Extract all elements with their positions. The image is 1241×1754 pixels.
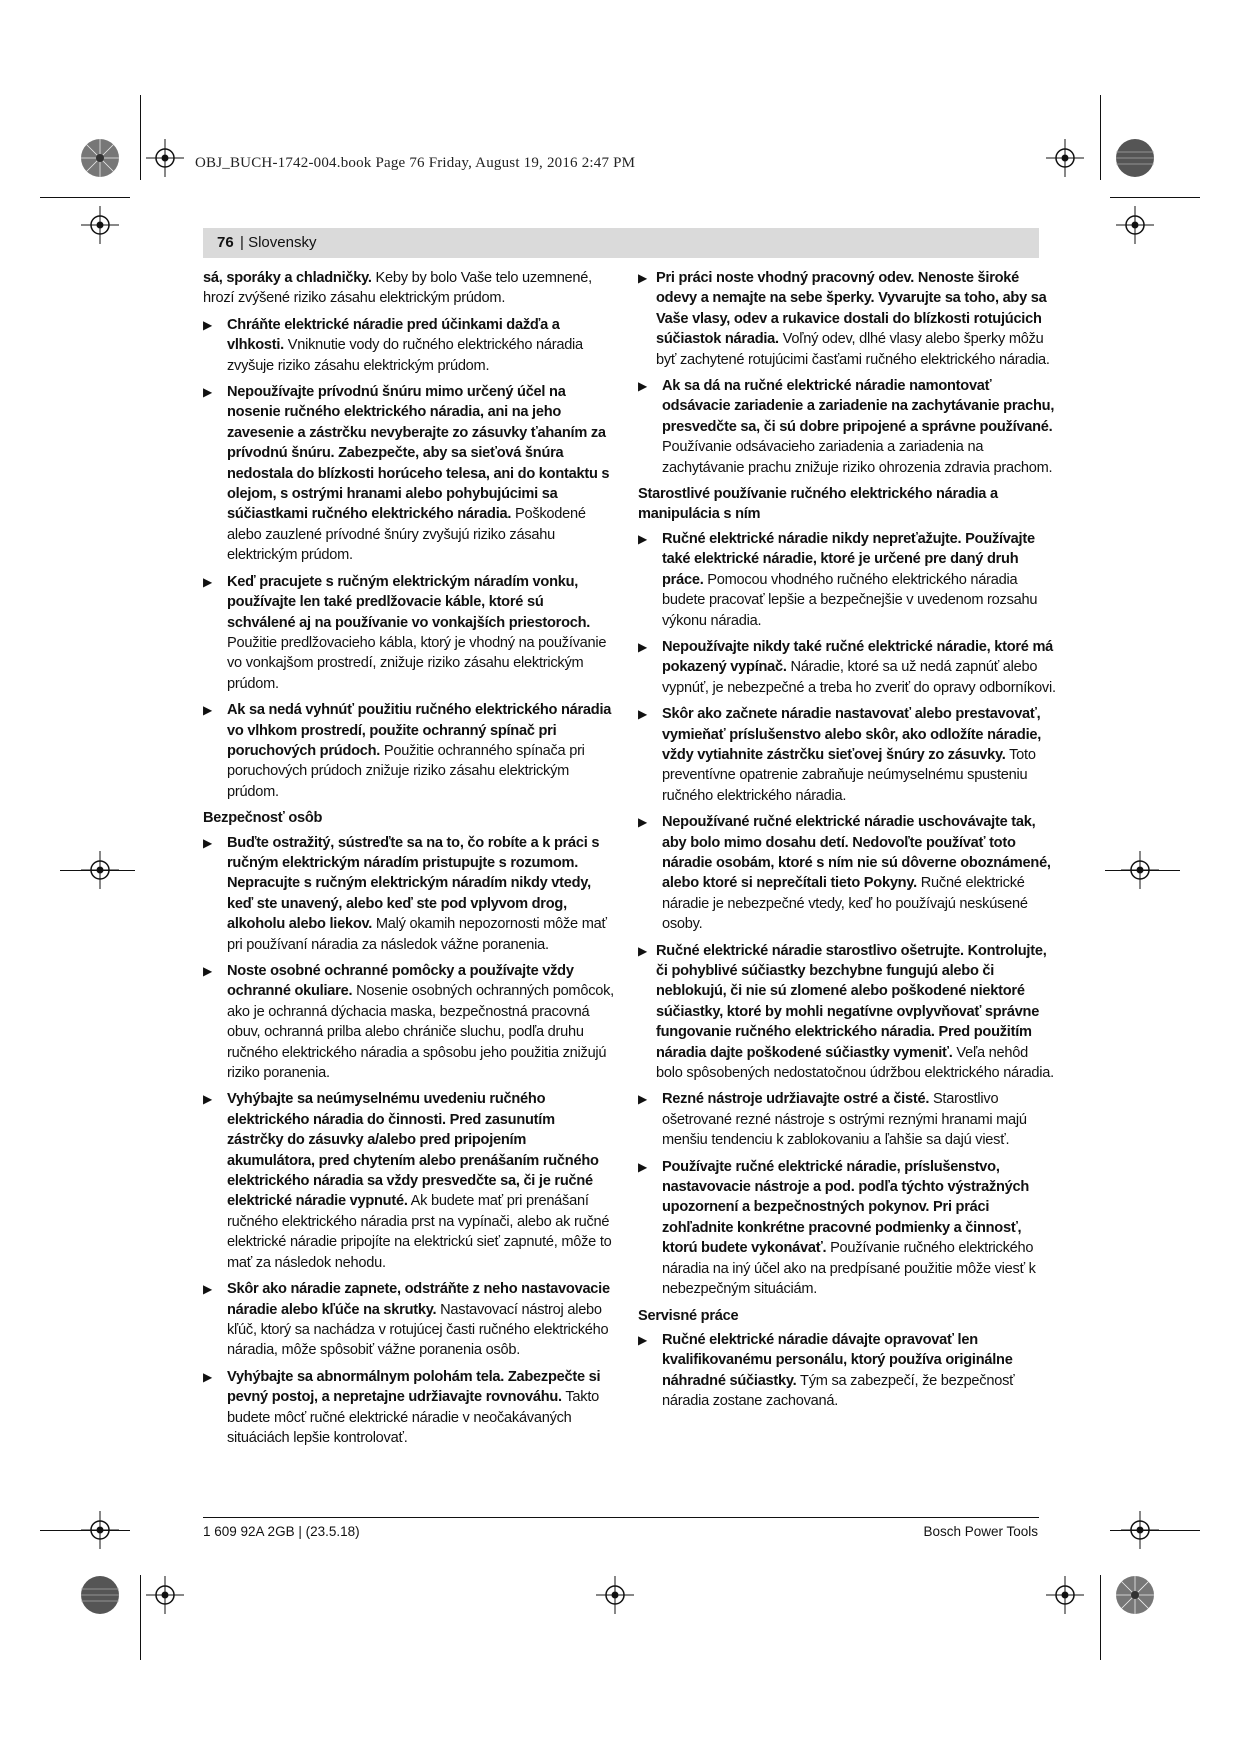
list-item: ▶ Nepoužívajte prívodnú šnúru mimo určený účel na nosenie ručného elektrického náradia, ani na jeho zavesenie a zástrčku nevyberajte zo zásuvky ťahaním za prívodnú šnúru. Zabezpečte, aby sa sieťová šnúra nedostala do blízkosti horúceho telesa, ani do kontaktu s olejom, s ostrými hranami alebo pohybujúcimi sa súčiastkami ručného elektrického náradia. Poškodené alebo zauzlené prívodné šnúry zvyšujú riziko zásahu elektrickým prúdom. — [203, 384, 610, 564]
footer-brand: Bosch Power Tools — [923, 1524, 1038, 1539]
bullet-icon: ▶ — [203, 1369, 212, 1384]
list-item: ▶ Ručné elektrické náradie dávajte opravovať len kvalifikovanému personálu, ktorý používa originálne náhradné súčiastky. Tým sa zabezpečí, že bezpečnosť náradia zostane zachovaná. — [638, 1331, 1015, 1410]
bullet-icon: ▶ — [638, 943, 647, 958]
list-item: ▶ Pri práci noste vhodný pracovný odev. Nenoste široké odevy a nemajte na sebe šperky. Vyvarujte sa toho, aby sa Vaše vlasy, odev a rukavice dostali do blízkosti rotujúcich súčiastok náradia. Voľný odev, dlhé vlasy alebo šperky môžu byť zachytené rotujúcimi časťami ručného elektrického náradia. — [638, 270, 1050, 368]
bullet-icon: ▶ — [203, 703, 212, 718]
section-heading: Bezpečnosť osôb — [203, 810, 323, 827]
footer-document-code: 1 609 92A 2GB | (23.5.18) — [203, 1524, 360, 1539]
list-item: ▶ Nepoužívané ručné elektrické náradie uschovávajte tak, aby bolo mimo dosahu detí. Nedovoľte používať toto náradie osobám, ktoré s ním nie sú dôverne oboznámené, alebo ktoré si neprečítali tieto Pokyny. Ručné elektrické náradie je nebezpečné vtedy, keď ho používajú neskúsené osoby. — [638, 814, 1051, 933]
page-header — [203, 228, 1039, 258]
list-item: ▶ Nepoužívajte nikdy také ručné elektrické náradie, ktoré má pokazený vypínač. Náradie, ktoré sa už nedá zapnúť alebo vypnúť, je nebezpečné a treba ho zveriť do opravy odborníkovi. — [638, 638, 1056, 696]
list-item: ▶ Skôr ako začnete náradie nastavovať alebo prestavovať, vymieňať príslušenstvo alebo skôr, ako odložíte náradie, vždy vytiahnite zástrčku sieťovej šnúry zo zásuvky. Toto preventívne opatrenie zabraňuje neúmyselnému spusteniu ručného elektrického náradia. — [638, 706, 1042, 804]
bullet-icon: ▶ — [638, 1159, 647, 1174]
left-column — [203, 268, 615, 1454]
bullet-icon: ▶ — [638, 815, 647, 830]
crop-line-bottom-right — [1100, 1575, 1101, 1660]
crop-line-right-top — [1110, 197, 1200, 198]
bullet-icon: ▶ — [638, 379, 647, 394]
print-rosette-icon — [80, 138, 120, 178]
right-column — [638, 268, 1056, 1418]
bullet-icon: ▶ — [203, 385, 212, 400]
print-book-info: OBJ_BUCH-1742-004.book Page 76 Friday, August 19, 2016 2:47 PM — [195, 155, 636, 171]
bullet-icon: ▶ — [203, 317, 212, 332]
registration-mark-icon — [146, 139, 184, 177]
list-item: sá, sporáky a chladničky. Keby by bolo Vaše telo uzemnené, hrozí zvýšené riziko zásahu elektrickým prúdom. — [203, 270, 592, 307]
registration-mark-icon — [1121, 1511, 1159, 1549]
page-number: 76 — [217, 234, 234, 251]
list-item: ▶ Noste osobné ochranné pomôcky a používajte vždy ochranné okuliare. Nosenie osobných ochranných pomôcok, ako je ochranná dýchacia maska, bezpečnostná pracovná obuv, ochranná prilba alebo chrániče sluchu, podľa druhu ručného elektrického náradia a spôsobu jeho použitia znižujú riziko poranenia. — [203, 963, 614, 1082]
list-item: ▶ Buďte ostražitý, sústreďte sa na to, čo robíte a k práci s ručným elektrickým náradím pristupujte s rozumom. Nepracujte s ručným elektrickým náradím nikdy vtedy, keď ste unavený, alebo keď ste pod vplyvom drog, alkoholu alebo liekov. Malý okamih nepozornosti môže mať pri používaní náradia za následok vážne poranenia. — [203, 834, 607, 953]
section-heading: Servisné práce — [638, 1307, 739, 1324]
registration-mark-icon — [596, 1576, 634, 1614]
bullet-icon: ▶ — [203, 835, 212, 850]
list-item: ▶ Chráňte elektrické náradie pred účinkami dažďa a vlhkosti. Vniknutie vody do ručného elektrického náradia zvyšuje riziko zásahu elektrickým prúdom. — [203, 316, 583, 374]
registration-mark-icon — [81, 851, 119, 889]
section-heading: Starostlivé používanie ručného elektrického náradia a manipulácia s ním — [638, 486, 998, 523]
print-rosette-icon — [1115, 1575, 1155, 1615]
registration-mark-icon — [81, 206, 119, 244]
bullet-icon: ▶ — [638, 1092, 647, 1107]
registration-mark-icon — [1121, 851, 1159, 889]
list-item: ▶ Ak sa nedá vyhnúť použitiu ručného elektrického náradia vo vlhkom prostredí, použite ochranný spínač pri poruchových prúdoch. Použitie ochranného spínača pri poruchových prúdoch znižuje riziko zásahu elektrickým prúdom. — [203, 702, 612, 800]
print-rosette-icon — [1115, 138, 1155, 178]
crop-line-top-left — [140, 95, 141, 180]
bullet-icon: ▶ — [638, 639, 647, 654]
list-item: ▶ Používajte ručné elektrické náradie, príslušenstvo, nastavovacie nástroje a pod. podľa týchto výstražných upozornení a bezpečnostných pokynov. Pri práci zohľadnite konkrétne pracovné podmienky a činnosť, ktorú budete vykonávať. Používanie ručného elektrického náradia na iný účel ako na predpísané použitie môže viesť k nebezpečným situáciám. — [638, 1158, 1036, 1298]
list-item: ▶ Ručné elektrické náradie starostlivo ošetrujte. Kontrolujte, či pohyblivé súčiastky bezchybne fungujú alebo či neblokujú, či nie sú zlomené alebo poškodené niektoré súčiastky, ktoré by mohli negatívne ovplyvňovať správne fungovanie ručného elektrického náradia. Pred použitím náradia dajte poškodené súčiastky vymeniť. Veľa nehôd bolo spôsobených nedostatočnou údržbou elektrického náradia. — [638, 942, 1054, 1082]
registration-mark-icon — [1046, 1576, 1084, 1614]
crop-line-top-right — [1100, 95, 1101, 180]
bullet-icon: ▶ — [203, 574, 212, 589]
registration-mark-icon — [1046, 139, 1084, 177]
bullet-icon: ▶ — [203, 1092, 212, 1107]
list-item: ▶ Skôr ako náradie zapnete, odstráňte z neho nastavovacie náradie alebo kľúče na skrutky. Nastavovací nástroj alebo kľúč, ktorý sa nachádza v rotujúcej časti ručného elektrického náradia, môže spôsobiť vážne poranenia osôb. — [203, 1281, 610, 1359]
bullet-icon: ▶ — [638, 707, 647, 722]
list-item: ▶ Vyhýbajte sa neúmyselnému uvedeniu ručného elektrického náradia do činnosti. Pred zasunutím zástrčky do zásuvky a/alebo pred pripojením akumulátora, pred chytením alebo prenášaním ručného elektrického náradia sa vždy presvedčte sa, či je ručné elektrické náradie vypnuté. Ak budete mať pri prenášaní ručného elektrického náradia prst na vypínači, alebo ak ručné elektrické náradie pripojíte na elektrickú sieť zapnuté, môže to mať za následok nehodu. — [203, 1091, 612, 1271]
print-rosette-icon — [80, 1575, 120, 1615]
list-item: ▶ Ručné elektrické náradie nikdy nepreťažujte. Používajte také elektrické náradie, ktoré je určené pre daný druh práce. Pomocou vhodného ručného elektrického náradia budete pracovať lepšie a bezpečnejšie v uvedenom rozsahu výkonu náradia. — [638, 530, 1038, 629]
footer-divider — [203, 1517, 1039, 1518]
list-item: ▶ Ak sa dá na ručné elektrické náradie namontovať odsávacie zariadenie a zariadenie na zachytávanie prachu, presvedčte sa, či sú dobre pripojené a správne používané. Používanie odsávacieho zariadenia a zariadenia na zachytávanie prachu znižuje riziko ohrozenia zdravia prachom. — [638, 378, 1055, 476]
list-item: ▶ Vyhýbajte sa abnormálnym polohám tela. Zabezpečte si pevný postoj, a nepretajne udržiavajte rovnováhu. Takto budete môcť ručné elektrické náradie v neočakávaných situáciách lepšie kontrolovať. — [203, 1368, 601, 1446]
registration-mark-icon — [81, 1511, 119, 1549]
bullet-icon: ▶ — [638, 1332, 647, 1347]
bullet-icon: ▶ — [638, 531, 647, 546]
bullet-icon: ▶ — [203, 1282, 212, 1297]
bullet-icon: ▶ — [638, 271, 647, 285]
registration-mark-icon — [1116, 206, 1154, 244]
bullet-icon: ▶ — [203, 964, 212, 978]
list-item: ▶ Rezné nástroje udržiavajte ostré a čisté. Starostlivo ošetrované rezné nástroje s ostrými reznými hranami majú menšiu tendenciu k zablokovaniu a ľahšie sa dajú viesť. — [638, 1091, 1027, 1149]
crop-line-left-top — [40, 197, 130, 198]
list-item: ▶ Keď pracujete s ručným elektrickým náradím vonku, používajte len také predlžovacie káble, ktoré sú schválené aj na používanie vo vonkajších priestoroch. Použitie predlžovacieho kábla, ktorý je vhodný na používanie vo vonkajšom prostredí, znižuje riziko zásahu elektrickým prúdom. — [203, 573, 607, 692]
registration-mark-icon — [146, 1576, 184, 1614]
header-language: | Slovensky — [240, 234, 317, 251]
crop-line-bottom-left — [140, 1575, 141, 1660]
